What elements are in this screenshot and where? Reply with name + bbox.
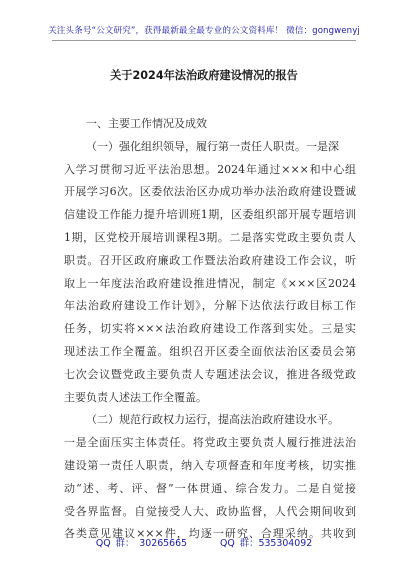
body-line: 任务，切实将×××法治政府建设工作落到实处。三是实 [64, 322, 356, 336]
body-line: 入学习贯彻习近平法治思想。2024年通过×××和中心组 [64, 162, 356, 176]
body-line: 1期，区党校开展培训课程3期。二是落实党政主要负责人 [64, 230, 356, 244]
body-line: 受各界监督。自觉接受人大、政协监督，人代会期间收到 [64, 504, 356, 518]
body-line: （一）强化组织领导，履行第一责任人职责。一是深 [86, 139, 339, 153]
body-line: 年法治政府建设工作计划》，分解下达依法行政目标工作 [64, 299, 356, 313]
qq-group-1: QQ 群： 30265665 [95, 538, 188, 549]
body-line: （二）规范行政权力运行，提高法治政府建设水平。 [86, 413, 339, 427]
document-title: 关于2024年法治政府建设情况的报告 [110, 69, 298, 82]
body-line: 取上一年度法治政府建设推进情况，制定《×××区2024 [64, 276, 356, 290]
qq-group-2: QQ 群：535304092 [220, 538, 313, 549]
body-line: 七次会议暨党政主要负责人专题述法会议，推进各级党政 [64, 367, 356, 381]
body-line: 现述法工作全覆盖。组织召开区委全面依法治区委员会第 [64, 344, 356, 358]
body-line: 开展学习6次。区委依法治区办成功举办法治政府建设暨诚 [64, 185, 356, 199]
body-line: 各类意见建议×××件，均逐一研究、合理采纳。共收到 [64, 527, 356, 541]
body-line: 建设第一责任人职责，纳入专项督查和年度考核，切实推 [64, 458, 356, 472]
body-line: 信建设工作能力提升培训班1期，区委组织部开展专题培训 [64, 208, 356, 222]
body-line: 职责。召开区政府廉政工作暨法治政府建设工作会议，听 [64, 253, 356, 267]
body-line: 一是全面压实主体责任。将党政主要负责人履行推进法治 [64, 436, 356, 450]
promo-header: 关注头条号“公文研究”，获得最新最全最专业的公文资料库！ 微信：gongwenyj [48, 26, 360, 36]
document-body [64, 113, 356, 546]
header-divider [52, 40, 356, 41]
section-heading: 一、主要工作情况及成效 [86, 117, 207, 130]
qq-footer [0, 535, 408, 549]
body-line: 主要负责人述法工作全覆盖。 [64, 390, 207, 404]
body-line: 动“述、考、评、督”一体贯通、综合发力。二是自觉接 [64, 481, 356, 495]
